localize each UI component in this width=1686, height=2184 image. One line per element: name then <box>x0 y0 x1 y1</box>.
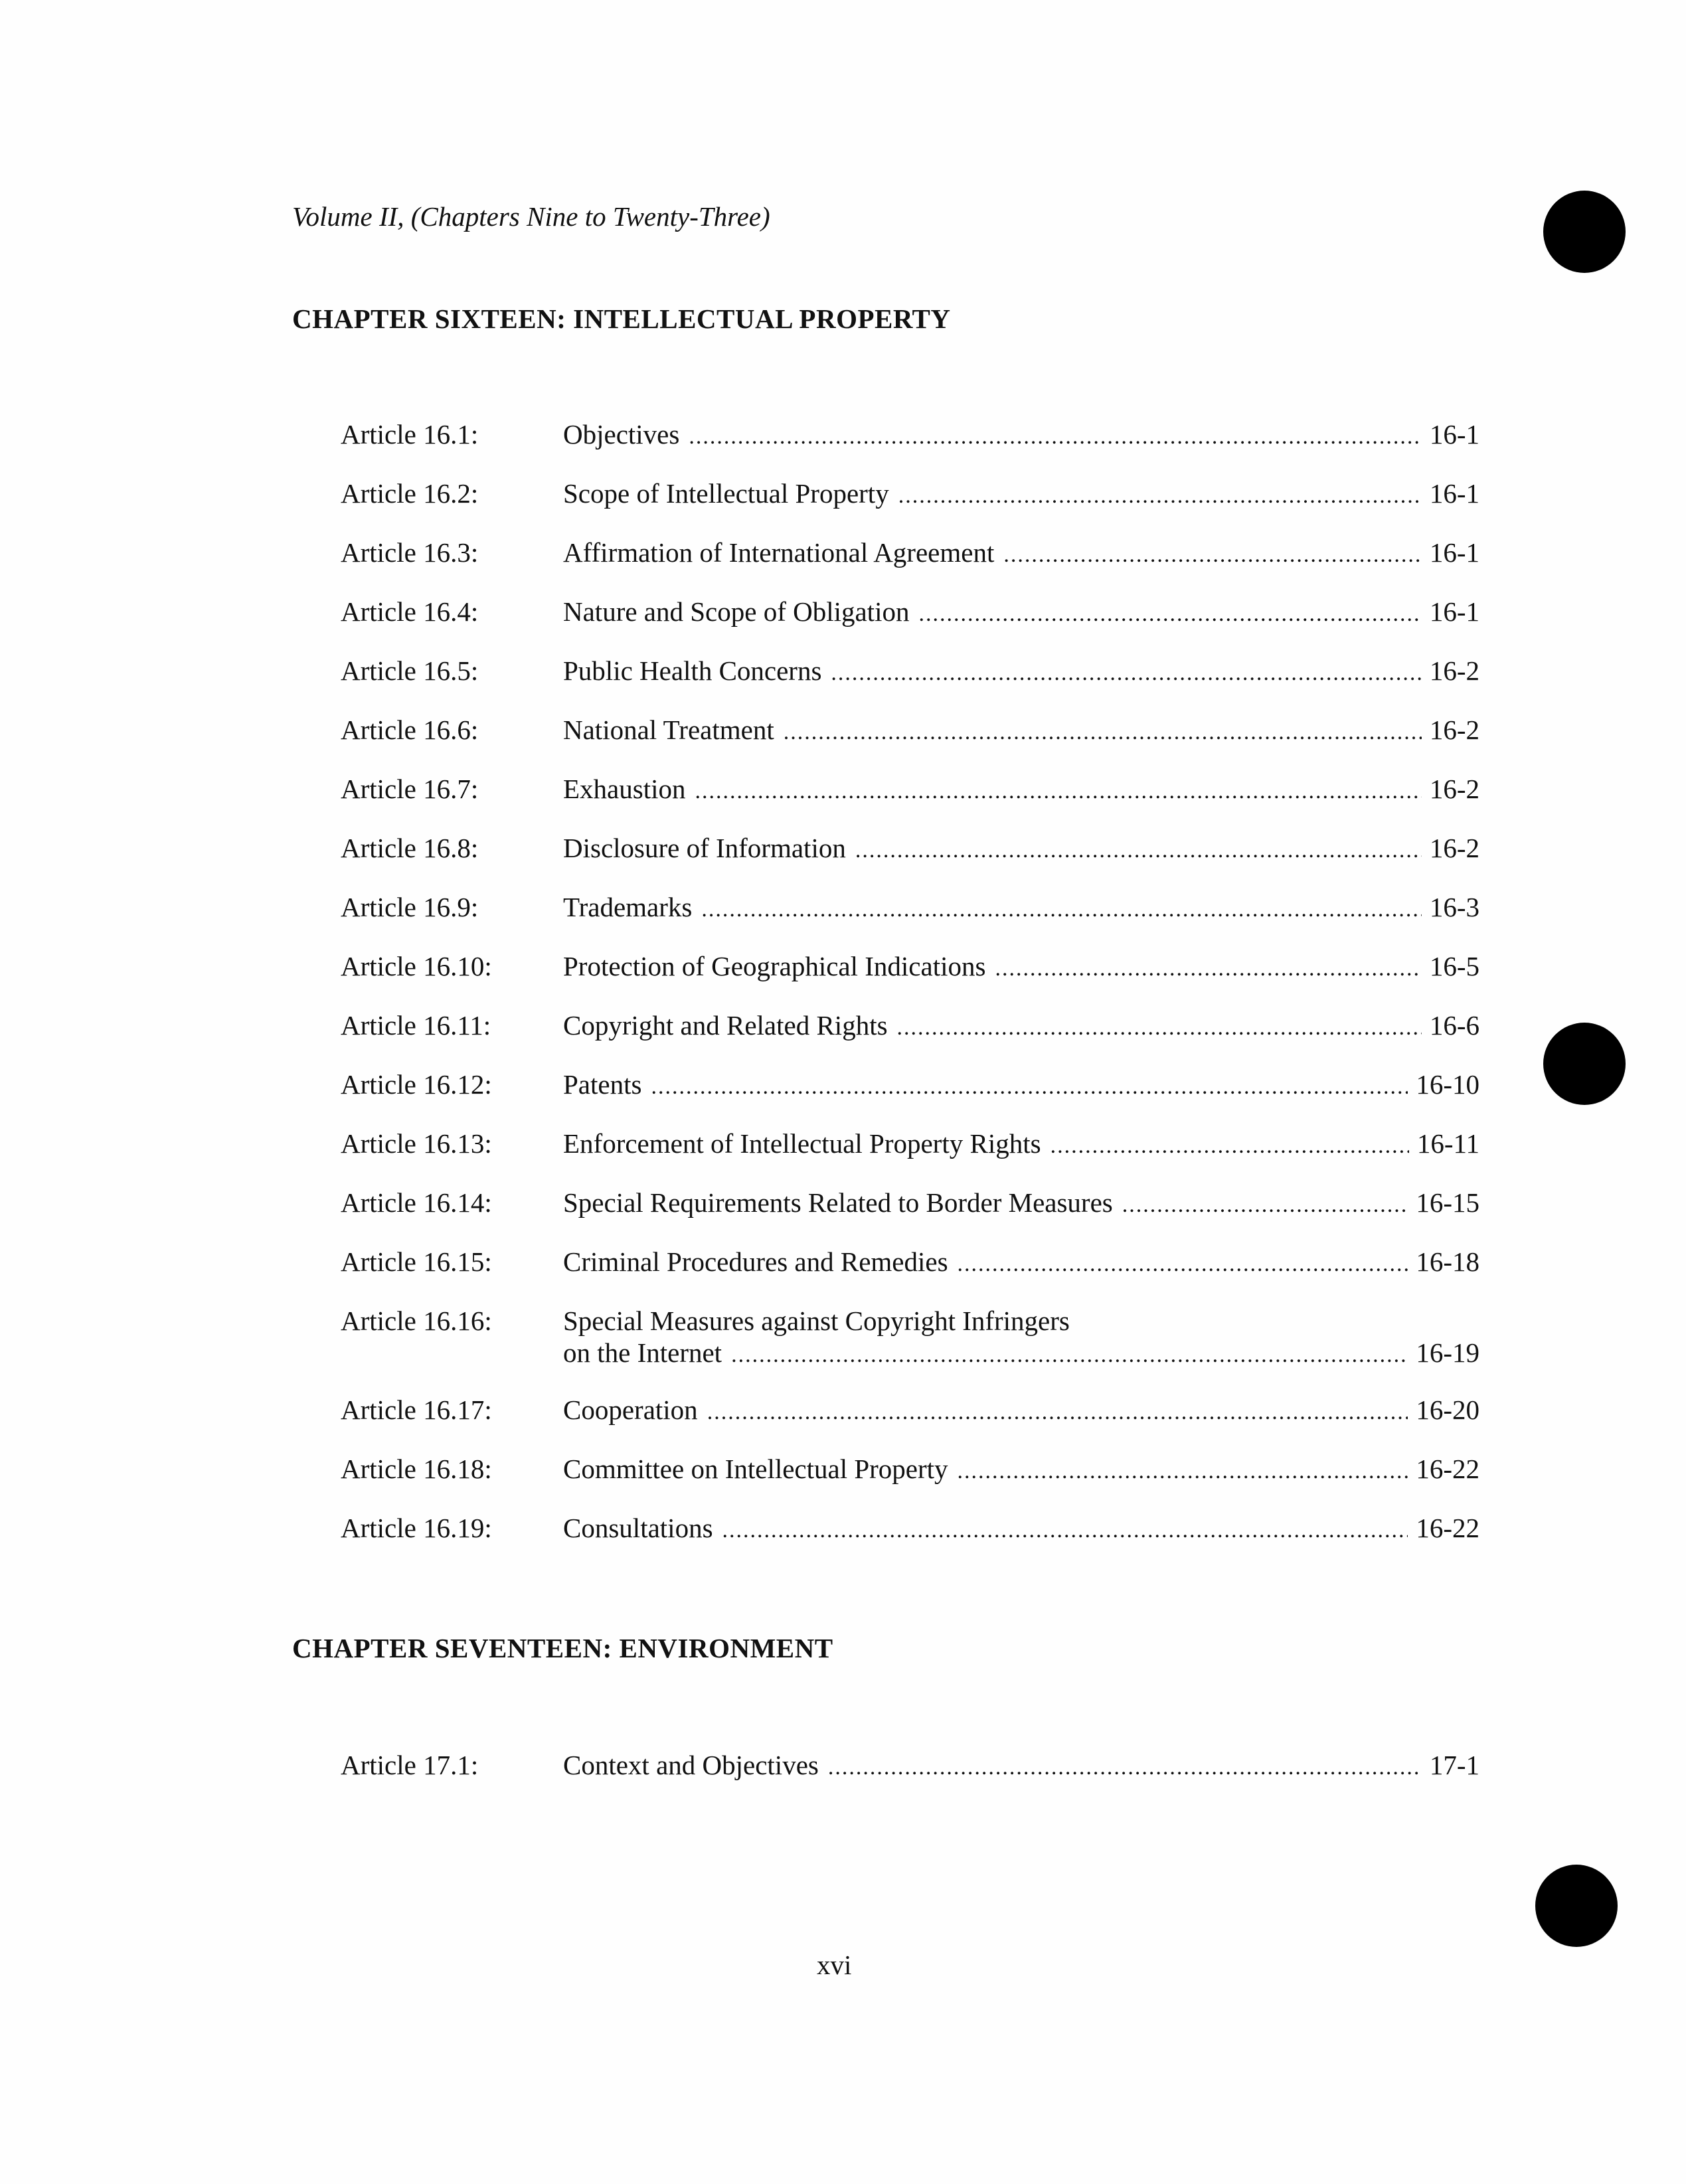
article-number: Article 16.10: <box>341 951 492 981</box>
article-title: Consultations <box>563 1513 713 1543</box>
article-number: Article 16.11: <box>341 1010 491 1041</box>
article-number: Article 16.18: <box>341 1454 492 1484</box>
dot-leader <box>651 1071 1408 1103</box>
article-title-line-2: on the Internet <box>563 1337 722 1368</box>
chapter-seventeen-title: CHAPTER SEVENTEEN: ENVIRONMENT <box>292 1633 833 1663</box>
article-title: Nature and Scope of Obligation <box>563 596 910 627</box>
article-number: Article 16.2: <box>341 478 479 509</box>
page-number: xvi <box>817 1950 852 1980</box>
page-ref: 16-11 <box>1416 1128 1479 1159</box>
page-ref: 16-2 <box>1429 714 1479 745</box>
page-ref: 16-1 <box>1429 537 1479 568</box>
chapter-sixteen-title: CHAPTER SIXTEEN: INTELLECTUAL PROPERTY <box>292 303 951 334</box>
dot-leader <box>958 1456 1408 1487</box>
article-title: Enforcement of Intellectual Property Rights <box>563 1128 1041 1159</box>
toc-entry <box>341 832 1479 891</box>
article-number: Article 16.17: <box>341 1394 492 1425</box>
article-number: Article 16.19: <box>341 1513 492 1543</box>
page-ref: 16-2 <box>1429 833 1479 863</box>
article-title: Special Requirements Related to Border Measures <box>563 1187 1113 1218</box>
article-number: Article 16.14: <box>341 1187 492 1218</box>
toc-entry <box>341 1305 1479 1394</box>
article-title: Objectives <box>563 419 680 450</box>
article-title: Exhaustion <box>563 774 686 804</box>
article-title: Patents <box>563 1069 642 1100</box>
page-ref: 16-1 <box>1429 478 1479 509</box>
page-ref: 16-2 <box>1429 655 1479 686</box>
article-title: Disclosure of Information <box>563 833 846 863</box>
toc-entry <box>341 950 1479 1009</box>
page-ref: 16-3 <box>1429 892 1479 922</box>
article-title: Public Health Concerns <box>563 655 822 686</box>
dot-leader <box>995 953 1421 985</box>
toc-entry <box>341 1128 1479 1187</box>
article-number: Article 16.8: <box>341 833 479 863</box>
dot-leader <box>897 1012 1422 1044</box>
article-number: Article 16.1: <box>341 419 479 450</box>
toc-entry <box>341 1068 1479 1128</box>
dot-leader <box>1051 1130 1409 1162</box>
page-ref: 16-20 <box>1416 1394 1479 1425</box>
dot-leader <box>898 480 1422 512</box>
toc-entry <box>341 891 1479 950</box>
article-title: Affirmation of International Agreement <box>563 537 995 568</box>
dot-leader <box>722 1515 1408 1547</box>
page-ref: 16-1 <box>1429 596 1479 627</box>
toc-entry <box>341 596 1479 655</box>
article-title: Criminal Procedures and Remedies <box>563 1246 948 1277</box>
article-title: Copyright and Related Rights <box>563 1010 888 1041</box>
toc-entry <box>341 477 1479 537</box>
article-number: Article 16.6: <box>341 714 479 745</box>
article-title: Scope of Intellectual Property <box>563 478 889 509</box>
article-number: Article 17.1: <box>341 1750 479 1780</box>
article-number: Article 16.16: <box>341 1305 492 1336</box>
page-ref: 16-19 <box>1416 1337 1479 1368</box>
page-ref: 16-22 <box>1416 1513 1479 1543</box>
article-number: Article 16.7: <box>341 774 479 804</box>
page-ref: 16-2 <box>1429 774 1479 804</box>
article-title: Cooperation <box>563 1394 698 1425</box>
toc-entry <box>341 655 1479 714</box>
page-ref: 16-1 <box>1429 419 1479 450</box>
article-number: Article 16.4: <box>341 596 479 627</box>
article-number: Article 16.3: <box>341 537 479 568</box>
dot-leader <box>831 657 1421 689</box>
toc-entry <box>341 714 1479 773</box>
article-title-line-1: Special Measures against Copyright Infringers <box>563 1305 1070 1336</box>
dot-leader <box>958 1248 1408 1280</box>
toc-entry <box>341 418 1479 477</box>
article-title: Committee on Intellectual Property <box>563 1454 948 1484</box>
page-ref: 16-6 <box>1429 1010 1479 1041</box>
chapter-sixteen-toc <box>341 418 1479 1571</box>
binder-hole-top <box>1543 191 1626 273</box>
dot-leader <box>918 598 1421 630</box>
dot-leader <box>707 1396 1408 1428</box>
article-title: National Treatment <box>563 714 774 745</box>
article-title: Protection of Geographical Indications <box>563 951 986 981</box>
article-number: Article 16.5: <box>341 655 479 686</box>
binder-hole-middle <box>1543 1023 1626 1105</box>
toc-entry <box>341 1749 1479 1808</box>
dot-leader <box>701 894 1421 926</box>
article-number: Article 16.9: <box>341 892 479 922</box>
article-number: Article 16.15: <box>341 1246 492 1277</box>
toc-entry <box>341 1187 1479 1246</box>
page-ref: 17-1 <box>1429 1750 1479 1780</box>
dot-leader <box>731 1339 1408 1371</box>
toc-entry <box>341 537 1479 596</box>
page-ref: 16-22 <box>1416 1454 1479 1484</box>
toc-entry <box>341 1009 1479 1068</box>
volume-header: Volume II, (Chapters Nine to Twenty-Three) <box>292 201 770 232</box>
toc-entry <box>341 773 1479 832</box>
toc-entry <box>341 1246 1479 1305</box>
dot-leader <box>828 1752 1422 1784</box>
dot-leader <box>784 716 1422 748</box>
toc-entry <box>341 1453 1479 1512</box>
article-title: Context and Objectives <box>563 1750 819 1780</box>
page-ref: 16-10 <box>1416 1069 1479 1100</box>
dot-leader <box>695 776 1421 807</box>
toc-entry <box>341 1394 1479 1453</box>
dot-leader <box>855 835 1422 867</box>
dot-leader <box>689 421 1422 453</box>
chapter-seventeen-toc <box>341 1749 1479 1808</box>
page-ref: 16-5 <box>1429 951 1479 981</box>
dot-leader <box>1122 1189 1408 1221</box>
article-title: Trademarks <box>563 892 693 922</box>
page-ref: 16-15 <box>1416 1187 1479 1218</box>
article-number: Article 16.13: <box>341 1128 492 1159</box>
binder-hole-bottom <box>1535 1865 1618 1947</box>
page-ref: 16-18 <box>1416 1246 1479 1277</box>
article-number: Article 16.12: <box>341 1069 492 1100</box>
toc-entry <box>341 1512 1479 1571</box>
dot-leader <box>1003 539 1422 571</box>
